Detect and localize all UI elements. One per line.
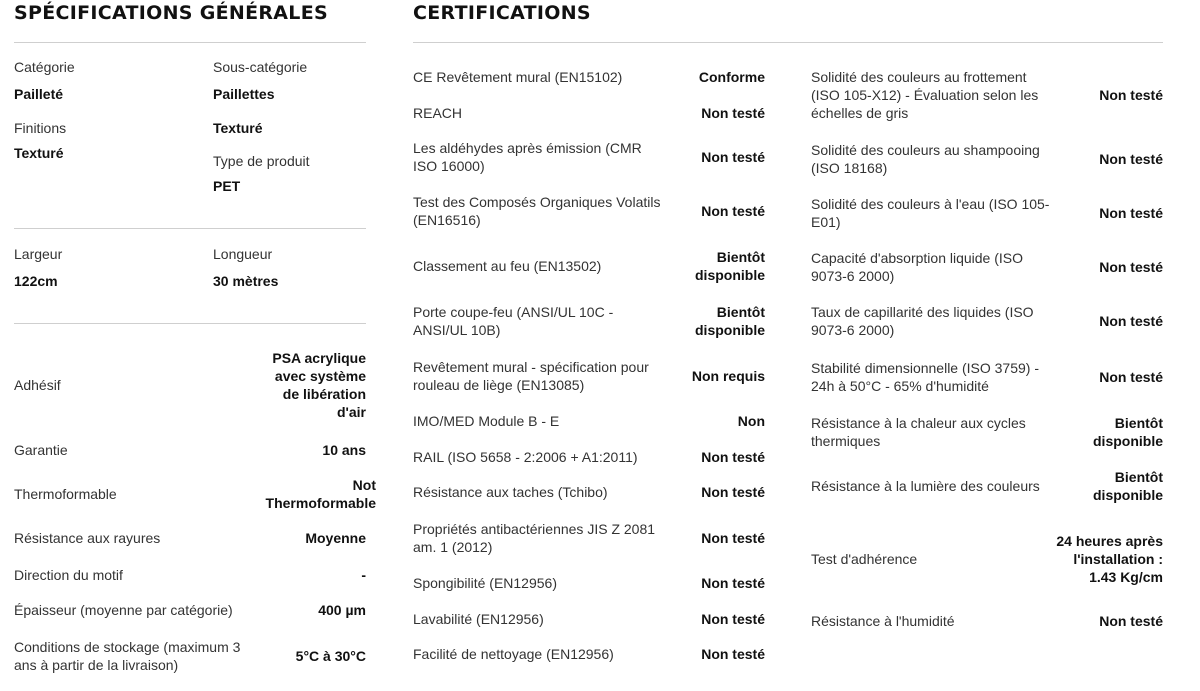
cert-label: CE Revêtement mural (EN15102) bbox=[413, 69, 623, 85]
cert-value: Non testé bbox=[701, 530, 765, 546]
general-specs-title: SPÉCIFICATIONS GÉNÉRALES bbox=[14, 2, 328, 24]
cert-value: Non testé bbox=[1099, 259, 1163, 275]
subcategory-value: Paillettes bbox=[213, 86, 275, 102]
cert-row bbox=[413, 357, 765, 395]
category-value: Pailleté bbox=[14, 86, 64, 102]
cert-value: Non testé bbox=[1099, 205, 1163, 221]
finishes-value: Texturé bbox=[213, 120, 263, 136]
texture-value: Texturé bbox=[14, 145, 64, 161]
cert-label: Résistance à la lumière des couleurs bbox=[811, 478, 1040, 494]
cert-row bbox=[811, 413, 1163, 451]
cert-value: Bientôt disponible bbox=[1093, 469, 1163, 503]
spec-row-pattern bbox=[14, 565, 366, 585]
product-type-value: PET bbox=[213, 178, 241, 194]
cert-row bbox=[413, 482, 765, 502]
spec-value: - bbox=[361, 567, 366, 583]
spec-value: PSA acrylique avec système de libération d'air bbox=[272, 350, 366, 420]
cert-row bbox=[811, 611, 1163, 631]
subcategory-label: Sous-catégorie bbox=[213, 59, 308, 75]
product-type-label: Type de produit bbox=[213, 153, 310, 169]
cert-value: Non testé bbox=[701, 611, 765, 627]
cert-value: Bientôt disponible bbox=[1093, 415, 1163, 449]
divider bbox=[14, 228, 366, 229]
cert-row bbox=[811, 67, 1163, 123]
cert-row bbox=[413, 447, 765, 467]
cert-label: Solidité des couleurs au shampooing (ISO 18168) bbox=[811, 142, 1040, 176]
cert-label: Propriétés antibactériennes JIS Z 2081 am. 1 (2012) bbox=[413, 521, 656, 555]
finishes-label: Finitions bbox=[14, 120, 67, 136]
cert-row bbox=[413, 573, 765, 593]
cert-value: Non testé bbox=[1099, 87, 1163, 103]
cert-label: Les aldéhydes après émission (CMR ISO 16000) bbox=[413, 140, 642, 174]
spec-row-thermoformable bbox=[14, 475, 376, 513]
spec-row-scratch bbox=[14, 528, 366, 548]
spec-row-storage bbox=[14, 637, 366, 675]
cert-label: Taux de capillarité des liquides (ISO 9073-6 2000) bbox=[811, 304, 1034, 338]
spec-value: 10 ans bbox=[322, 442, 366, 458]
cert-label: Capacité d'absorption liquide (ISO 9073-6 2000) bbox=[811, 250, 1024, 284]
cert-value: Bientôt disponible bbox=[695, 304, 765, 338]
spec-label: Épaisseur (moyenne par catégorie) bbox=[14, 602, 233, 618]
cert-value: Non testé bbox=[1099, 151, 1163, 167]
category-label: Catégorie bbox=[14, 59, 75, 75]
cert-value: Non bbox=[737, 413, 765, 429]
cert-row bbox=[811, 467, 1163, 505]
spec-value: 400 µm bbox=[318, 602, 366, 618]
cert-row bbox=[413, 247, 765, 285]
certifications-title: CERTIFICATIONS bbox=[413, 2, 591, 24]
cert-label: Résistance aux taches (Tchibo) bbox=[413, 484, 608, 500]
cert-row bbox=[811, 248, 1163, 286]
cert-label: Lavabilité (EN12956) bbox=[413, 611, 544, 627]
cert-value: Bientôt disponible bbox=[695, 249, 765, 283]
spec-value: 5°C à 30°C bbox=[295, 648, 366, 664]
cert-row bbox=[811, 194, 1163, 232]
spec-label: Direction du motif bbox=[14, 567, 123, 583]
cert-value: Non testé bbox=[1099, 369, 1163, 385]
spec-label: Garantie bbox=[14, 442, 68, 458]
cert-row bbox=[811, 140, 1163, 178]
spec-value: Moyenne bbox=[305, 530, 366, 546]
width-label: Largeur bbox=[14, 246, 63, 262]
cert-value: Non testé bbox=[701, 203, 765, 219]
cert-label: Spongibilité (EN12956) bbox=[413, 575, 557, 591]
cert-label: Test d'adhérence bbox=[811, 551, 918, 567]
cert-value: Non testé bbox=[701, 575, 765, 591]
cert-label: Classement au feu (EN13502) bbox=[413, 258, 602, 274]
cert-label: Solidité des couleurs à l'eau (ISO 105-E01) bbox=[811, 196, 1050, 230]
cert-label: Revêtement mural - spécification pour rouleau de liège (EN13085) bbox=[413, 359, 649, 393]
spec-label: Thermoformable bbox=[14, 486, 117, 502]
cert-row bbox=[413, 411, 765, 431]
cert-row bbox=[413, 644, 765, 664]
cert-label: Facilité de nettoyage (EN12956) bbox=[413, 646, 614, 662]
cert-value: Non testé bbox=[1099, 613, 1163, 629]
cert-value: Non testé bbox=[701, 149, 765, 165]
width-value: 122cm bbox=[14, 273, 58, 289]
cert-row bbox=[811, 302, 1163, 340]
cert-row bbox=[413, 519, 765, 557]
cert-label: REACH bbox=[413, 105, 463, 121]
cert-value: Non testé bbox=[701, 105, 765, 121]
divider bbox=[14, 42, 366, 43]
cert-row bbox=[413, 67, 765, 87]
length-value: 30 mètres bbox=[213, 273, 279, 289]
cert-value: Non testé bbox=[701, 484, 765, 500]
cert-value: 24 heures après l'installation : 1.43 Kg/cm bbox=[1056, 533, 1163, 585]
cert-value: Non testé bbox=[701, 449, 765, 465]
divider bbox=[413, 42, 1163, 43]
spec-row-adhesive bbox=[14, 348, 366, 422]
divider bbox=[14, 323, 366, 324]
cert-label: Stabilité dimensionnelle (ISO 3759) - 24h à 50°C - 65% d'humidité bbox=[811, 360, 1040, 394]
cert-row bbox=[811, 358, 1163, 396]
cert-row bbox=[413, 138, 765, 176]
spec-label: Adhésif bbox=[14, 377, 61, 393]
cert-label: IMO/MED Module B - E bbox=[413, 413, 560, 429]
cert-row bbox=[413, 192, 765, 230]
cert-value: Conforme bbox=[698, 69, 765, 85]
cert-value: Non requis bbox=[691, 368, 765, 384]
spec-label: Conditions de stockage (maximum 3 ans à partir de la livraison) bbox=[14, 639, 241, 673]
spec-row-warranty bbox=[14, 440, 366, 460]
cert-value: Non testé bbox=[701, 646, 765, 662]
cert-label: Test des Composés Organiques Volatils (EN16516) bbox=[413, 194, 661, 228]
spec-value: Not Thermoformable bbox=[265, 477, 376, 511]
cert-label: Porte coupe-feu (ANSI/UL 10C - ANSI/UL 10B) bbox=[413, 304, 614, 338]
length-label: Longueur bbox=[213, 246, 273, 262]
cert-row bbox=[413, 103, 765, 123]
cert-label: Résistance à la chaleur aux cycles thermiques bbox=[811, 415, 1026, 449]
cert-row bbox=[413, 302, 765, 340]
cert-label: RAIL (ISO 5658 - 2:2006 + A1:2011) bbox=[413, 449, 638, 465]
cert-row bbox=[811, 521, 1163, 597]
spec-row-thickness bbox=[14, 600, 366, 620]
spec-label: Résistance aux rayures bbox=[14, 530, 161, 546]
cert-label: Résistance à l'humidité bbox=[811, 613, 955, 629]
cert-label: Solidité des couleurs au frottement (ISO 105-X12) - Évaluation selon les échelles de gris bbox=[811, 69, 1039, 121]
cert-value: Non testé bbox=[1099, 313, 1163, 329]
cert-row bbox=[413, 609, 765, 629]
